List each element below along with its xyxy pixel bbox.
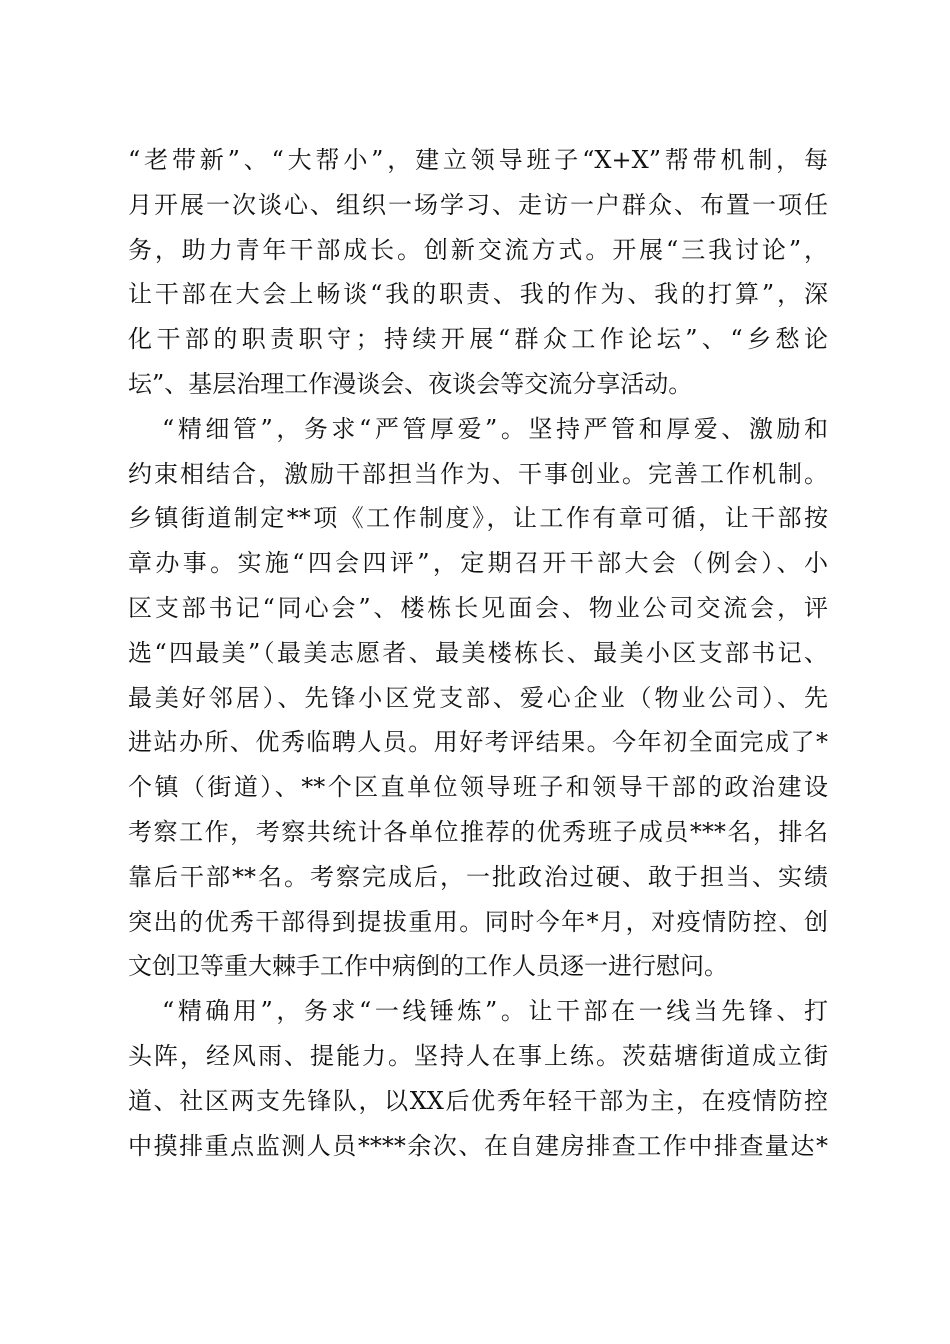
text-line: 中摸排重点监测人员****余次、在自建房排查工作中排查量达* <box>128 1131 828 1160</box>
text-line: 个镇（街道）、**个区直单位领导班子和领导干部的政治建设 <box>128 773 828 802</box>
text-line: 章办事。实施“四会四评”，定期召开干部大会（例会）、小 <box>128 549 828 578</box>
text-line: 乡镇街道制定**项《工作制度》，让工作有章可循，让干部按 <box>128 504 828 533</box>
text-line: 约束相结合，激励干部担当作为、干事创业。完善工作机制。 <box>128 459 828 488</box>
text-line: 务，助力青年干部成长。创新交流方式。开展“三我讨论”， <box>128 235 828 264</box>
text-line: 考察工作，考察共统计各单位推荐的优秀班子成员***名，排名 <box>128 817 828 846</box>
text-line: “精细管”，务求“严管厚爱”。坚持严管和厚爱、激励和 <box>162 414 828 443</box>
document-body <box>128 138 828 1168</box>
text-line: 坛”、基层治理工作漫谈会、夜谈会等交流分享活动。 <box>128 369 693 398</box>
text-line: “精确用”，务求“一线锤炼”。让干部在一线当先锋、打 <box>162 997 828 1026</box>
text-line: 突出的优秀干部得到提拔重用。同时今年*月，对疫情防控、创 <box>128 907 828 936</box>
text-line: 头阵，经风雨、提能力。坚持人在事上练。茨菇塘街道成立街 <box>128 1041 828 1070</box>
text-line: 进站办所、优秀临聘人员。用好考评结果。今年初全面完成了* <box>128 728 828 757</box>
text-line: 最美好邻居）、先锋小区党支部、爱心企业（物业公司）、先 <box>128 683 828 712</box>
text-line: 区支部书记“同心会”、楼栋长见面会、物业公司交流会，评 <box>128 593 828 622</box>
text-line: 让干部在大会上畅谈“我的职责、我的作为、我的打算”，深 <box>128 280 828 309</box>
paragraph-3 <box>128 989 828 1168</box>
text-line: 道、社区两支先锋队，以XX后优秀年轻干部为主，在疫情防控 <box>128 1086 828 1115</box>
text-line: 文创卫等重大棘手工作中病倒的工作人员逐一进行慰问。 <box>128 952 728 981</box>
text-line: “老带新”、“大帮小”，建立领导班子“X+X”帮带机制，每 <box>128 146 828 174</box>
text-line: 化干部的职责职守；持续开展“群众工作论坛”、“乡愁论 <box>128 325 828 354</box>
text-line: 靠后干部**名。考察完成后，一批政治过硬、敢于担当、实绩 <box>128 862 828 891</box>
paragraph-2 <box>128 407 828 989</box>
paragraph-1 <box>128 138 828 407</box>
text-line: 选“四最美”（最美志愿者、最美楼栋长、最美小区支部书记、 <box>128 638 828 667</box>
text-line: 月开展一次谈心、组织一场学习、走访一户群众、布置一项任 <box>128 190 828 219</box>
